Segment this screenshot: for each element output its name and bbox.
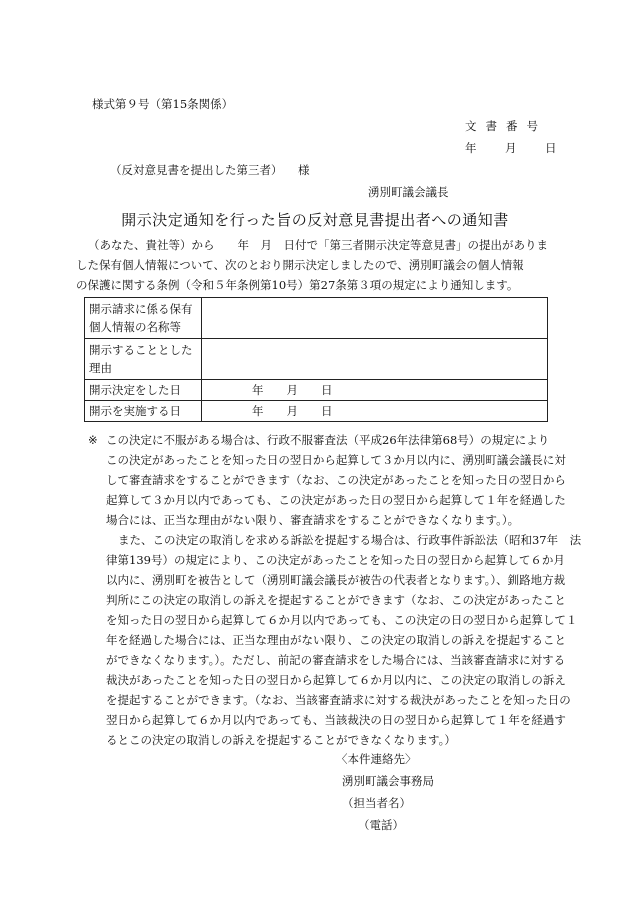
date-month-label: 月 <box>505 141 517 155</box>
note-line: 裁決があったことを知った日の翌日から起算して６か月以内に、この決定の取消しの訴え <box>106 673 566 687</box>
note-line: 年を経過した場合には、正当な理由がない限り、この決定の取消しの訴えを提起すること <box>106 633 566 647</box>
intro-paragraph <box>76 235 556 295</box>
note-mark: ※ <box>88 433 98 447</box>
table-row <box>85 380 548 401</box>
note-line: して審査請求をすることができます（なお、この決定があったことを知った日の翌日から <box>106 473 566 487</box>
note-line: 判所にこの決定の取消しの訴えを提起することができます（なお、この決定があったこと <box>106 593 566 607</box>
note-line: 律第139号）の規定により、この決定があったことを知った日の翌日から起算して６か月 <box>106 553 565 567</box>
table-row-value: 年 月 日 <box>202 380 548 401</box>
date-year-label: 年 <box>465 141 477 155</box>
contact-office: 湧別町議会事務局 <box>342 774 434 788</box>
note-line: また、この決定の取消しを求める訴訟を提起する場合は、行政事件訴訟法（昭和37年 法 <box>118 533 582 547</box>
note-line: を提起することができます。（なお、当該審査請求に対する裁決があったことを知った日の <box>106 693 571 707</box>
note-line: 起算して３か月以内であっても、この決定があった日の翌日から起算して１年を経過した <box>106 493 566 507</box>
table-row-label: 開示することとした 理由 <box>85 339 202 380</box>
document-title: 開示決定通知を行った旨の反対意見書提出者への通知書 <box>121 211 509 229</box>
note-line: 場合には、正当な理由がない限り、審査請求をすることができなくなります。）。 <box>106 513 520 527</box>
table-row <box>85 401 548 422</box>
note-line: 翌日から起算して６か月以内であっても、当該裁決の日の翌日から起算して１年を経過す <box>106 713 566 727</box>
note-line: 以内に、湧別町を被告として（湧別町議会議長が被告の代表者となります。）、釧路地方裁 <box>106 573 566 587</box>
note-line: この決定があったことを知った日の翌日から起算して３か月以内に、湧別町議会議長に対 <box>106 453 566 467</box>
table-row-label: 開示請求に係る保有 個人情報の名称等 <box>85 298 202 339</box>
note-line: を知った日の翌日から起算して６か月以内であっても、この決定の日の翌日から起算して１ <box>106 613 578 627</box>
addressee-honorific: 様 <box>298 163 310 177</box>
intro-line: （あなた、貴社等）から 年 月 日付で「第三者開示決定等意見書」の提出がありま <box>88 238 548 252</box>
intro-line: した保有個人情報について、次のとおり開示決定しましたので、湧別町議会の個人情報 <box>76 258 524 272</box>
disclosure-info-table <box>84 297 548 422</box>
form-label: 様式第９号（第15条関係） <box>92 97 234 111</box>
contact-heading: 〈本件連絡先〉 <box>336 752 417 766</box>
table-row <box>85 339 548 380</box>
table-row <box>85 298 548 339</box>
contact-block <box>336 748 434 836</box>
note-line: るとこの決定の取消しの訴えを提起することができなくなります。） <box>106 733 456 747</box>
notes-section <box>88 430 582 750</box>
contact-person: （担当者名） <box>342 796 411 810</box>
table-row-value: 年 月 日 <box>202 401 548 422</box>
document-date-line <box>465 140 557 156</box>
note-line: ※ この決定に不服がある場合は、行政不服審査法（平成26年法律第68号）の規定により <box>88 430 550 450</box>
contact-phone: （電話） <box>358 818 404 832</box>
table-row-value <box>202 298 548 339</box>
table-row-value <box>202 339 548 380</box>
table-row-label: 開示を実施する日 <box>85 401 202 422</box>
table-row-label: 開示決定をした日 <box>85 380 202 401</box>
document-number-label: 文書番号 <box>465 119 547 133</box>
intro-line: の保護に関する条例（令和５年条例第10号）第27条第３項の規定により通知します。 <box>76 278 519 292</box>
date-day-label: 日 <box>545 141 557 155</box>
addressee-name: （反対意見書を提出した第三者） <box>110 163 283 177</box>
note-line: ができなくなります。）。ただし、前記の審査請求をした場合には、当該審査請求に対する <box>106 653 566 667</box>
sender-name: 湧別町議会議長 <box>368 185 449 199</box>
